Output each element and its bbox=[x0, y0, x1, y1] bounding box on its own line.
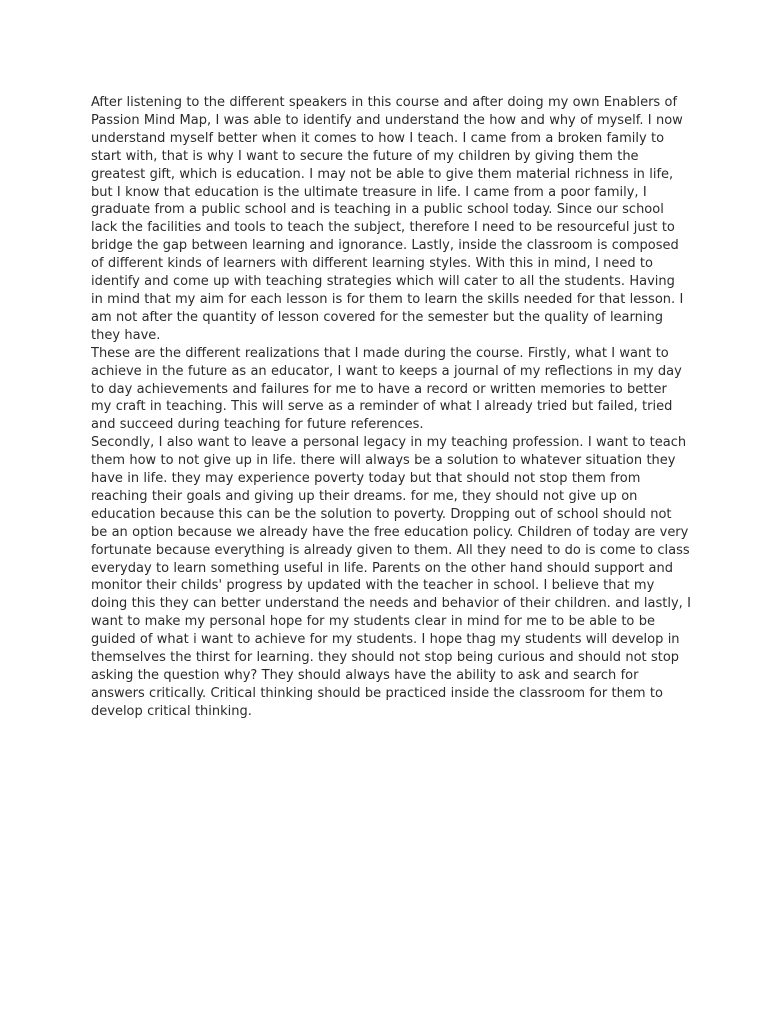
document-body bbox=[91, 94, 691, 721]
paragraph-enablers-of-passion: After listening to the different speakers in this course and after doing my own Enablers of Passion Mind Map, I was able to identify and understand the how and why of myself. I now understand myself better when it comes to how I teach. I came from a broken family to start with, that is why I want to secure the future of my children by giving them the greatest gift, which is education. I may not be able to give them material richness in life, but I know that education is the ultimate treasure in life. I came from a poor family, I graduate from a public school and is teaching in a public school today. Since our school lack the facilities and tools to teach the subject, therefore I need to be resourceful just to bridge the gap between learning and ignorance. Lastly, inside the classroom is composed of different kinds of learners with different learning styles. With this in mind, I need to identify and come up with teaching strategies which will cater to all the students. Having in mind that my aim for each lesson is for them to learn the skills needed for that lesson. I am not after the quantity of lesson covered for the semester but the quality of learning they have. bbox=[91, 95, 684, 343]
paragraph-realizations: These are the different realizations that I made during the course. Firstly, what I want to achieve in the future as an educator, I want to keeps a journal of my reflections in my day to day achievements and failures for me to have a record or written memories to better my craft in teaching. This will serve as a reminder of what I already tried but failed, tried and succeed during teaching for future references. bbox=[91, 345, 682, 433]
paragraph-personal-legacy: Secondly, I also want to leave a personal legacy in my teaching profession. I want to teach them how to not give up in life. there will always be a solution to whatever situation they have in life. they may experience poverty today but that should not stop them from reaching their goals and giving up their dreams. for me, they should not give up on education because this can be the solution to poverty. Dropping out of school should not be an option because we already have the free education policy. Children of today are very fortunate because everything is already given to them. All they need to do is come to class everyday to learn something useful in life. Parents on the other hand should support and monitor their childs' progress by updated with the teacher in school. I believe that my doing this they can better understand the needs and behavior of their children. and lastly, I want to make my personal hope for my students clear in mind for me to be able to be guided of what i want to achieve for my students. I hope thag my students will develop in themselves the thirst for learning. they should not stop being curious and should not stop asking the question why? They should always have the ability to ask and search for answers critically. Critical thinking should be practiced inside the classroom for them to develop critical thinking. bbox=[91, 435, 691, 719]
